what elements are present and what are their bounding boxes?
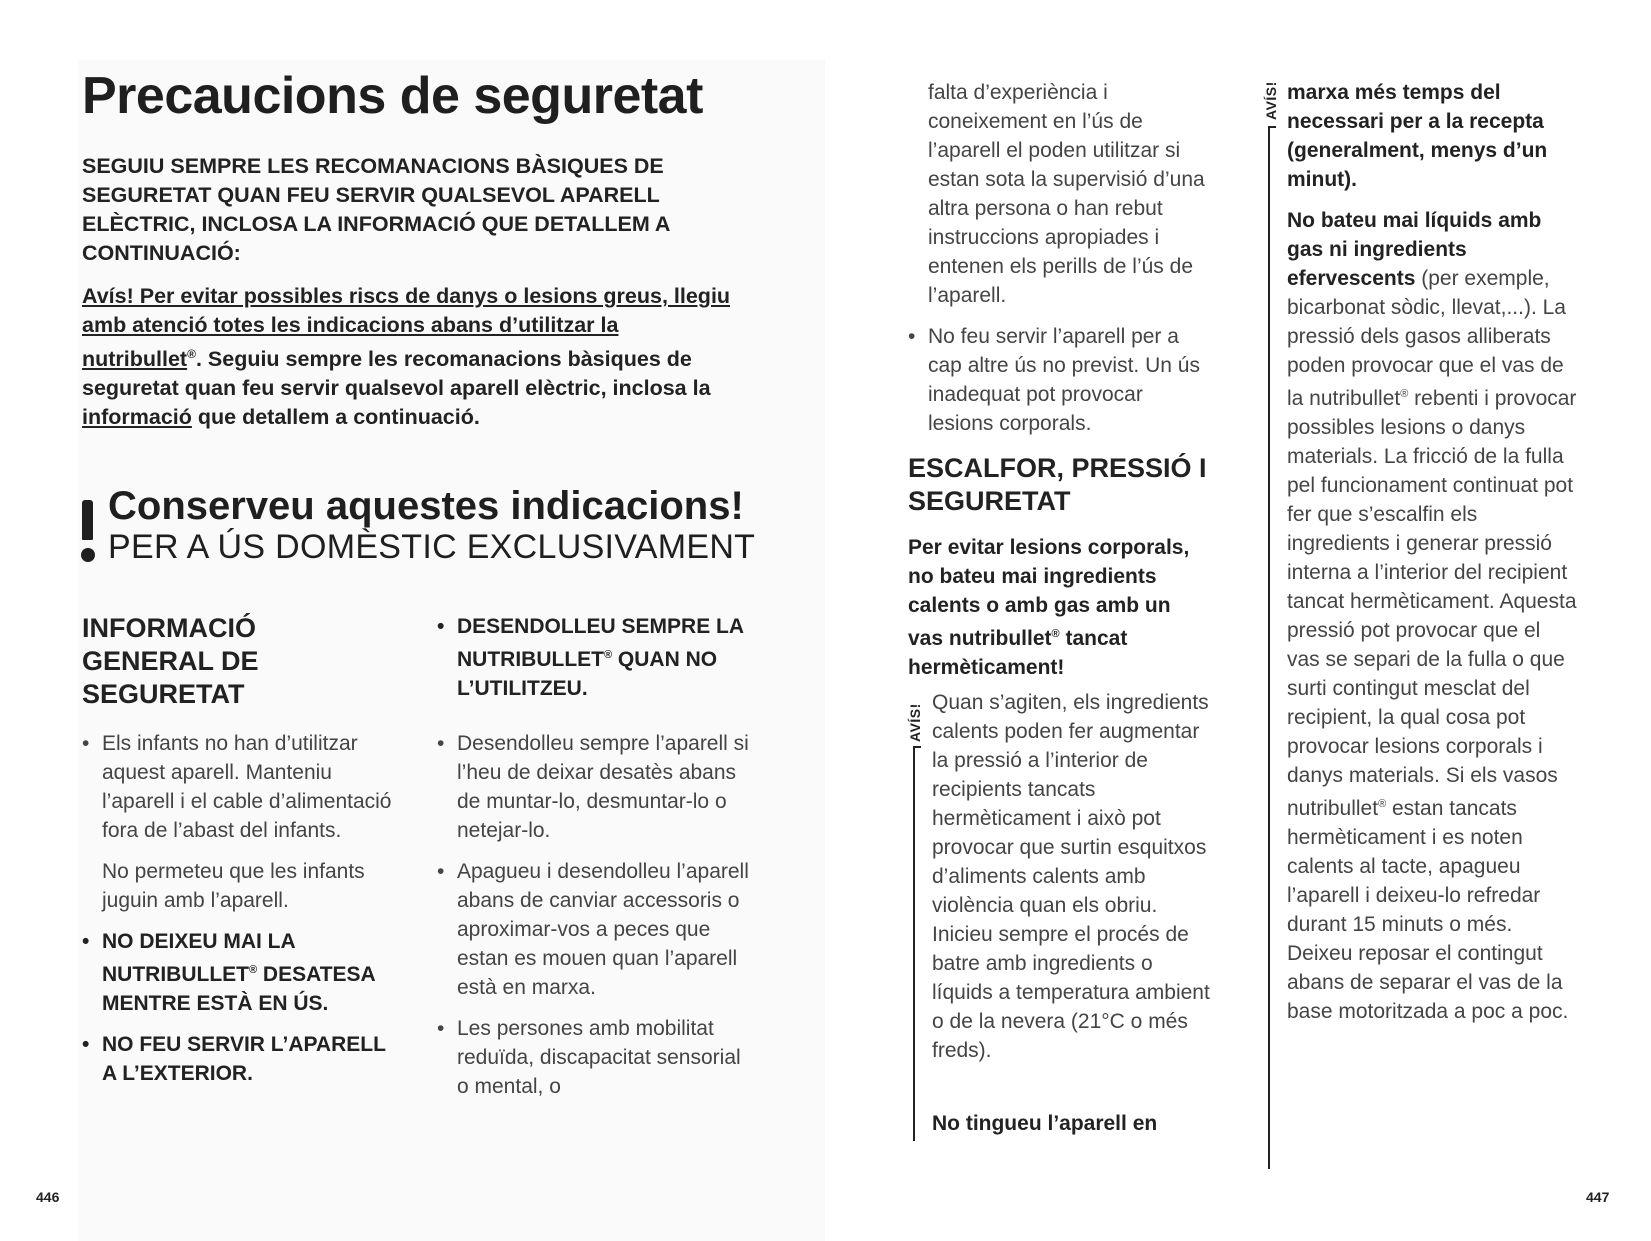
list-item: • Les persones amb mobilitat reduïda, discapacitat sensorial o mental, o bbox=[437, 1014, 757, 1101]
list-item bbox=[82, 927, 402, 1018]
registered-mark: ® bbox=[1378, 798, 1387, 810]
page-title: Precaucions de seguretat bbox=[82, 67, 703, 125]
registered-mark: ® bbox=[248, 964, 258, 976]
paragraph: No permeteu que les infants juguin amb l’aparell. bbox=[102, 860, 365, 912]
exclamation-icon bbox=[82, 500, 93, 540]
warning-text: . Seguiu sempre les recomanacions bàsiques de seguretat quan feu servir qualsevol aparell elèctric, inclosa la bbox=[82, 347, 711, 401]
avis-label: AVÍS! bbox=[1263, 81, 1279, 120]
avis-label: AVÍS! bbox=[907, 703, 923, 742]
general-safety-heading: INFORMACIÓ GENERAL DE SEGURETAT bbox=[82, 613, 259, 709]
list-item: • Els infants no han d’utilitzar aquest aparell. Manteniu l’aparell i el cable d’alimentació fora de l’abast del infants. bbox=[82, 729, 402, 845]
registered-mark: ® bbox=[187, 347, 196, 361]
column-4 bbox=[1287, 78, 1577, 1026]
list-item bbox=[437, 612, 757, 703]
warning-paragraph bbox=[82, 282, 742, 432]
warning-underlined-text: Avís! Per evitar possibles riscs de danys o lesions greus, llegiu amb atenció totes les indicacions abans d’utilitzar la nutribullet bbox=[82, 284, 731, 372]
page-number-right: 447 bbox=[1586, 1189, 1610, 1205]
intro-caps-paragraph: SEGUIU SEMPRE LES RECOMANACIONS BÀSIQUES DE SEGURETAT QUAN FEU SERVIR QUALSEVOL APARELL ELÈCTRIC, INCLOSA LA INFORMACIÓ QUE DETALLEM A CONTINUACIÓ: bbox=[82, 154, 670, 265]
list-item: • Desendolleu sempre l’aparell si l’heu de deixar desatès abans de muntar-lo, desmuntar-lo o netejar-lo. bbox=[437, 729, 757, 845]
warning-text-end: que detallem a continuació. bbox=[191, 405, 480, 430]
exclamation-dot-icon bbox=[81, 548, 95, 562]
avis-bold-text: No tingueu l’aparell en bbox=[932, 1112, 1158, 1135]
avis-bar bbox=[1268, 126, 1270, 1169]
column-2 bbox=[437, 612, 757, 1101]
bold-text: No bateu mai líquids amb gas ni ingredients efervescents bbox=[1287, 209, 1542, 290]
bold-text: Per evitar lesions corporals, no bateu mai ingredients calents o amb gas amb un vas nutribullet bbox=[908, 536, 1190, 650]
bold-text: tancat hermèticament! bbox=[908, 627, 1128, 679]
registered-mark: ® bbox=[1051, 628, 1060, 640]
column-1 bbox=[82, 612, 402, 1088]
list-item: • NO FEU SERVIR L’APARELL A L’EXTERIOR. bbox=[82, 1030, 402, 1088]
list-item-text: NO DEIXEU MAI LA NUTRIBULLET bbox=[102, 930, 295, 986]
list-item: • No feu servir l’aparell per a cap altre ús no previst. Un ús inadequat pot provocar lesions corporals. bbox=[908, 322, 1208, 438]
domestic-use-subheading: PER A ÚS DOMÈSTIC EXCLUSIVAMENT bbox=[108, 528, 756, 566]
list-item-text: DESATESA MENTRE ESTÀ EN ÚS. bbox=[102, 963, 375, 1015]
registered-mark: ® bbox=[603, 649, 613, 661]
text: (per exemple, bicarbonat sòdic, llevat,...). La pressió dels gasos alliberats poden provocar que el vas de la nutribullet bbox=[1287, 267, 1566, 410]
list-item-text: QUAN NO L’UTILITZEU. bbox=[457, 648, 718, 700]
list-item: • Apagueu i desendolleu l’aparell abans de canviar accessoris o aproximar-vos a peces que estan es mouen quan l’aparell està en marxa. bbox=[437, 857, 757, 1002]
keep-instructions-heading: Conserveu aquestes indicacions! bbox=[108, 484, 744, 528]
avis-paragraph: Quan s’agiten, els ingredients calents poden fer augmentar la pressió a l’interior de recipients tancats hermèticament i això pot provocar que surtin esquitxos d’aliments calents amb violència quan els obriu. Inicieu sempre el procés de batre amb ingredients o líquids a temperatura ambient o de la nevera (21°C o més freds). bbox=[932, 691, 1210, 1062]
text: rebenti i provocar possibles lesions o danys materials. La fricció de la fulla pel funcionament continuat pot fer que s’escalfin els ingredients i generar pressió interna a l’interior del recipient tancat hermèticament. Aquesta pressió pot provocar que el vas se separi de la fulla o que surti contingut mesclat del recipient, la qual cosa pot provocar lesions corporals i danys materials. Si els vasos nutribullet bbox=[1287, 387, 1577, 820]
information-link[interactable]: informació bbox=[82, 405, 192, 430]
paragraph bbox=[1287, 206, 1577, 1026]
avis-bar bbox=[913, 746, 915, 1141]
continued-paragraph: falta d’experiència i coneixement en l’ús de l’aparell el poden utilitzar si estan sota la supervisió d’una altra persona o han rebut instruccions apropiades i entenen els perills de l’ús de l’aparell. bbox=[928, 81, 1205, 307]
heat-warning-bold bbox=[908, 533, 1208, 682]
column-3 bbox=[908, 78, 1208, 438]
registered-mark: ® bbox=[1400, 388, 1409, 400]
bold-continued: marxa més temps del necessari per a la recepta (generalment, menys d’un minut). bbox=[1287, 81, 1548, 191]
text: estan tancats hermèticament i es noten calents al tacte, apagueu l’aparell i deixeu-lo refredar durant 15 minuts o més. Deixeu reposar el contingut abans de separar el vas de la base motoritzada a poc a poc. bbox=[1287, 797, 1569, 1023]
page-number-left: 446 bbox=[36, 1189, 60, 1205]
heat-pressure-heading: ESCALFOR, PRESSIÓ I SEGURETAT bbox=[908, 453, 1207, 516]
list-item-text: DESENDOLLEU SEMPRE LA NUTRIBULLET bbox=[457, 615, 744, 671]
